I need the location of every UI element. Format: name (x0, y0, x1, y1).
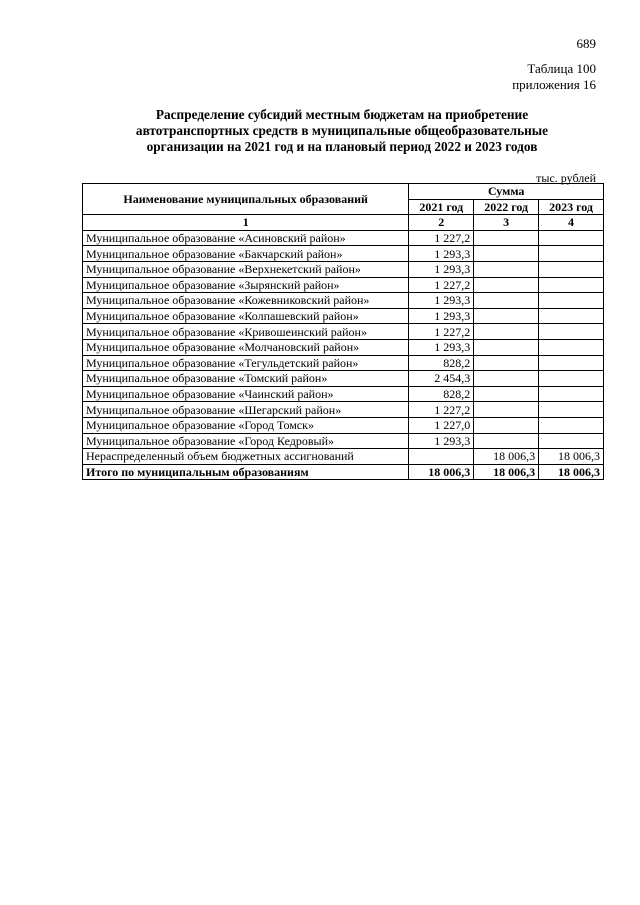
page-number: 689 (576, 36, 596, 51)
municipality-name: Муниципальное образование «Чаинский район» (83, 386, 409, 402)
amount-2022 (474, 355, 539, 371)
amount-2023 (539, 293, 604, 309)
table-number: Таблица 100 (527, 61, 596, 76)
amount-2021 (409, 449, 474, 465)
amount-2023 (539, 417, 604, 433)
appendix-number: приложения 16 (512, 77, 596, 92)
total-row (83, 464, 604, 480)
column-index: 3 (474, 215, 539, 231)
header-year-2023: 2023 год (539, 199, 604, 215)
column-index: 1 (83, 215, 409, 231)
amount-2023 (539, 261, 604, 277)
amount-2021: 2 454,3 (409, 371, 474, 387)
document-title (82, 107, 602, 155)
table-reference (512, 61, 596, 93)
table-row (83, 324, 604, 340)
amount-2021: 828,2 (409, 386, 474, 402)
amount-2021: 828,2 (409, 355, 474, 371)
header-name: Наименование муниципальных образований (83, 184, 409, 215)
municipality-name: Муниципальное образование «Кожевниковский район» (83, 293, 409, 309)
amount-2021: 1 293,3 (409, 308, 474, 324)
amount-2021: 1 293,3 (409, 261, 474, 277)
amount-2022 (474, 339, 539, 355)
amount-2022 (474, 402, 539, 418)
amount-2023 (539, 355, 604, 371)
total-2022: 18 006,3 (474, 464, 539, 480)
municipality-name: Муниципальное образование «Бакчарский район» (83, 246, 409, 262)
amount-2023 (539, 402, 604, 418)
amount-2022 (474, 277, 539, 293)
table-row (83, 402, 604, 418)
header-row-1 (83, 184, 604, 200)
amount-2022: 18 006,3 (474, 449, 539, 465)
amount-2023 (539, 308, 604, 324)
column-index: 2 (409, 215, 474, 231)
table-row (83, 261, 604, 277)
municipality-name: Муниципальное образование «Город Томск» (83, 417, 409, 433)
table-row (83, 293, 604, 309)
municipality-name: Муниципальное образование «Верхнекетский район» (83, 261, 409, 277)
table-row (83, 386, 604, 402)
amount-2022 (474, 308, 539, 324)
amount-2023 (539, 246, 604, 262)
amount-2023 (539, 433, 604, 449)
amount-2023 (539, 371, 604, 387)
table-row (83, 339, 604, 355)
table-body (83, 230, 604, 464)
municipality-name: Муниципальное образование «Молчановский район» (83, 339, 409, 355)
amount-2023 (539, 339, 604, 355)
amount-2023 (539, 386, 604, 402)
table-row (83, 371, 604, 387)
total-2023: 18 006,3 (539, 464, 604, 480)
table-row (83, 433, 604, 449)
subsidy-table (82, 183, 604, 480)
title-line-1: Распределение субсидий местным бюджетам на приобретение (155, 107, 529, 122)
amount-2021: 1 293,3 (409, 246, 474, 262)
units-label: тыс. рублей (536, 171, 596, 185)
municipality-name: Муниципальное образование «Асиновский район» (83, 230, 409, 246)
amount-2021: 1 227,2 (409, 277, 474, 293)
municipality-name: Муниципальное образование «Шегарский район» (83, 402, 409, 418)
amount-2022 (474, 386, 539, 402)
table-row (83, 308, 604, 324)
table-row (83, 246, 604, 262)
column-index: 4 (539, 215, 604, 231)
title-line-2: автотранспортных средств в муниципальные общеобразовательные (135, 123, 549, 138)
table-row (83, 230, 604, 246)
amount-2021: 1 227,2 (409, 230, 474, 246)
amount-2021: 1 227,2 (409, 324, 474, 340)
amount-2021: 1 293,3 (409, 293, 474, 309)
municipality-name: Муниципальное образование «Зырянский район» (83, 277, 409, 293)
amount-2022 (474, 246, 539, 262)
amount-2021: 1 293,3 (409, 339, 474, 355)
municipality-name: Муниципальное образование «Город Кедровый» (83, 433, 409, 449)
table-row (83, 277, 604, 293)
amount-2022 (474, 433, 539, 449)
municipality-name: Муниципальное образование «Кривошеинский район» (83, 324, 409, 340)
amount-2021: 1 227,2 (409, 402, 474, 418)
amount-2021: 1 227,0 (409, 417, 474, 433)
amount-2022 (474, 417, 539, 433)
amount-2023: 18 006,3 (539, 449, 604, 465)
amount-2021: 1 293,3 (409, 433, 474, 449)
total-label: Итого по муниципальным образованиям (83, 464, 409, 480)
amount-2023 (539, 324, 604, 340)
header-year-2022: 2022 год (474, 199, 539, 215)
table-row (83, 449, 604, 465)
total-2021: 18 006,3 (409, 464, 474, 480)
header-year-2021: 2021 год (409, 199, 474, 215)
table-row (83, 355, 604, 371)
amount-2022 (474, 293, 539, 309)
header-sum: Сумма (409, 184, 604, 200)
amount-2022 (474, 230, 539, 246)
amount-2023 (539, 230, 604, 246)
amount-2022 (474, 371, 539, 387)
amount-2022 (474, 324, 539, 340)
amount-2023 (539, 277, 604, 293)
column-index-row (83, 215, 604, 231)
municipality-name: Муниципальное образование «Колпашевский район» (83, 308, 409, 324)
table-row (83, 417, 604, 433)
amount-2022 (474, 261, 539, 277)
title-line-3: организации на 2021 год и на плановый период 2022 и 2023 годов (146, 139, 538, 154)
municipality-name: Муниципальное образование «Тегульдетский район» (83, 355, 409, 371)
municipality-name: Муниципальное образование «Томский район» (83, 371, 409, 387)
municipality-name: Нераспределенный объем бюджетных ассигнований (83, 449, 409, 465)
